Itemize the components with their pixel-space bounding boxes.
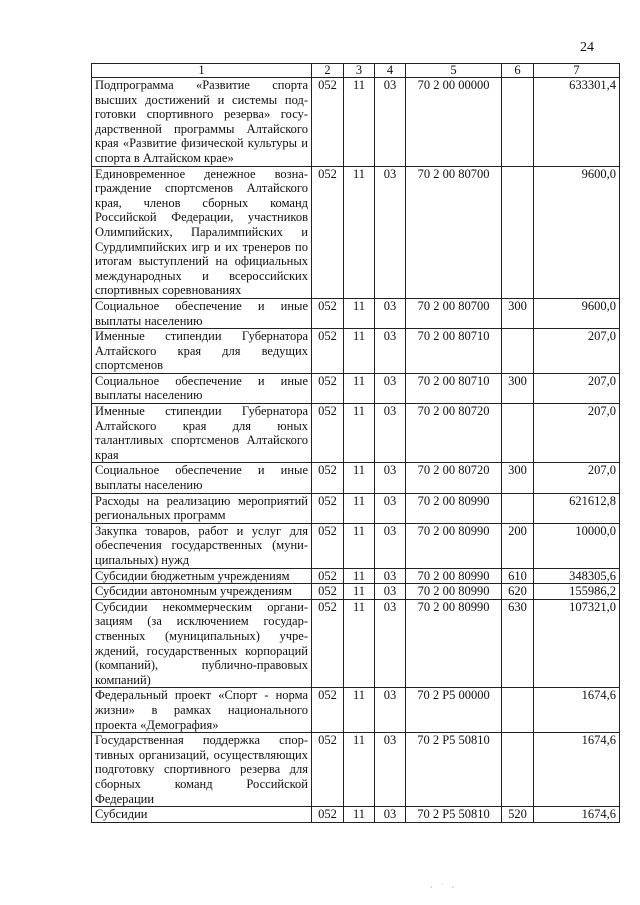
row-ministry-code: 052 [312, 599, 344, 688]
row-amount: 1674,6 [534, 733, 620, 807]
table-row [92, 584, 620, 600]
row-target-code: 70 2 00 80700 [406, 166, 502, 298]
row-ministry-code: 052 [312, 78, 344, 167]
row-target-code: 70 2 00 80700 [406, 298, 502, 328]
row-amount: 207,0 [534, 329, 620, 374]
row-name: Социальное обеспечение и иные выплаты населению [92, 463, 312, 493]
row-expense-type [502, 493, 534, 523]
row-ministry-code: 052 [312, 298, 344, 328]
page-number: 24 [580, 40, 594, 55]
row-expense-type: 610 [502, 568, 534, 584]
row-expense-type [502, 688, 534, 733]
row-ministry-code: 052 [312, 568, 344, 584]
row-expense-type [502, 329, 534, 374]
row-subsection: 03 [375, 493, 406, 523]
row-expense-type: 630 [502, 599, 534, 688]
row-expense-type: 300 [502, 298, 534, 328]
header-cell: 7 [534, 64, 620, 78]
row-expense-type [502, 78, 534, 167]
row-name: Социальное обеспечение и иные выплаты населению [92, 298, 312, 328]
table-row [92, 166, 620, 298]
row-expense-type: 300 [502, 463, 534, 493]
row-section: 11 [344, 493, 375, 523]
row-ministry-code: 052 [312, 329, 344, 374]
row-name: Подпрограмма «Развитие спорта высших достижений и системы подготовки спортивного резерва» государственной программы Алтайского края «Развитие физической культуры и спорта в Алтайском крае» [92, 78, 312, 167]
row-name: Расходы на реализацию мероприятий региональных программ [92, 493, 312, 523]
table-row [92, 807, 620, 823]
row-section: 11 [344, 733, 375, 807]
row-target-code: 70 2 P5 00000 [406, 688, 502, 733]
row-amount: 1674,6 [534, 807, 620, 823]
row-name: Субсидии бюджетным учреждениям [92, 568, 312, 584]
table-row [92, 568, 620, 584]
row-section: 11 [344, 404, 375, 463]
table-row [92, 404, 620, 463]
row-target-code: 70 2 00 00000 [406, 78, 502, 167]
row-subsection: 03 [375, 373, 406, 403]
row-amount: 207,0 [534, 373, 620, 403]
header-cell: 5 [406, 64, 502, 78]
row-ministry-code: 052 [312, 493, 344, 523]
row-subsection: 03 [375, 78, 406, 167]
row-target-code: 70 2 00 80990 [406, 599, 502, 688]
row-section: 11 [344, 599, 375, 688]
row-subsection: 03 [375, 463, 406, 493]
table-header-row [92, 64, 620, 78]
row-ministry-code: 052 [312, 523, 344, 568]
row-amount: 207,0 [534, 404, 620, 463]
row-subsection: 03 [375, 584, 406, 600]
row-section: 11 [344, 688, 375, 733]
row-expense-type [502, 166, 534, 298]
row-subsection: 03 [375, 404, 406, 463]
row-ministry-code: 052 [312, 166, 344, 298]
row-section: 11 [344, 373, 375, 403]
row-target-code: 70 2 00 80990 [406, 584, 502, 600]
row-amount: 155986,2 [534, 584, 620, 600]
header-cell: 1 [92, 64, 312, 78]
row-amount: 1674,6 [534, 688, 620, 733]
row-amount: 10000,0 [534, 523, 620, 568]
row-section: 11 [344, 329, 375, 374]
row-expense-type [502, 733, 534, 807]
row-section: 11 [344, 568, 375, 584]
row-expense-type: 200 [502, 523, 534, 568]
row-section: 11 [344, 584, 375, 600]
row-target-code: 70 2 00 80710 [406, 329, 502, 374]
row-name: Субсидии [92, 807, 312, 823]
header-cell: 3 [344, 64, 375, 78]
row-ministry-code: 052 [312, 463, 344, 493]
row-name: Государственная поддержка спортивных организаций, осуществляющих подготовку спортивного резерва для сборных команд Российской Федерации [92, 733, 312, 807]
header-cell: 6 [502, 64, 534, 78]
row-ministry-code: 052 [312, 584, 344, 600]
row-ministry-code: 052 [312, 733, 344, 807]
row-target-code: 70 2 00 80720 [406, 463, 502, 493]
table-row [92, 329, 620, 374]
row-subsection: 03 [375, 688, 406, 733]
row-target-code: 70 2 P5 50810 [406, 733, 502, 807]
table-row [92, 463, 620, 493]
table-row [92, 298, 620, 328]
row-section: 11 [344, 807, 375, 823]
row-amount: 633301,4 [534, 78, 620, 167]
row-subsection: 03 [375, 733, 406, 807]
row-name: Закупка товаров, работ и услуг для обеспечения государственных (муниципальных) нужд [92, 523, 312, 568]
table-row [92, 599, 620, 688]
row-subsection: 03 [375, 599, 406, 688]
row-section: 11 [344, 523, 375, 568]
table-row [92, 733, 620, 807]
row-name: Именные стипендии Губернатора Алтайского края для ведущих спортсменов [92, 329, 312, 374]
row-section: 11 [344, 463, 375, 493]
row-amount: 9600,0 [534, 298, 620, 328]
row-target-code: 70 2 00 80710 [406, 373, 502, 403]
row-expense-type: 620 [502, 584, 534, 600]
row-amount: 207,0 [534, 463, 620, 493]
row-target-code: 70 2 P5 50810 [406, 807, 502, 823]
row-section: 11 [344, 166, 375, 298]
table-row [92, 493, 620, 523]
row-name: Федеральный проект «Спорт - норма жизни» в рамках национального проекта «Демография» [92, 688, 312, 733]
row-name: Социальное обеспечение и иные выплаты населению [92, 373, 312, 403]
row-expense-type [502, 404, 534, 463]
row-ministry-code: 052 [312, 688, 344, 733]
row-subsection: 03 [375, 329, 406, 374]
row-amount: 9600,0 [534, 166, 620, 298]
row-subsection: 03 [375, 568, 406, 584]
table-row [92, 523, 620, 568]
row-section: 11 [344, 298, 375, 328]
row-target-code: 70 2 00 80990 [406, 568, 502, 584]
row-amount: 107321,0 [534, 599, 620, 688]
row-amount: 348305,6 [534, 568, 620, 584]
row-name: Единовременное денежное вознаграждение спортсменов Алтайского края, членов сборных команд Российской Федерации, участников Олимпийских, Паралимпийских и Сурдлимпийских игр и их тренеров по итогам выступлений на официальных международных и всероссийских спортивных соревнованиях [92, 166, 312, 298]
row-subsection: 03 [375, 166, 406, 298]
row-target-code: 70 2 00 80720 [406, 404, 502, 463]
row-name: Субсидии автономным учреждениям [92, 584, 312, 600]
row-target-code: 70 2 00 80990 [406, 523, 502, 568]
row-name: Субсидии некоммерческим организациям (за исключением государственных (муниципальных) учреждений, государственных корпораций (компаний), публично-правовых компаний) [92, 599, 312, 688]
budget-table [91, 63, 620, 823]
table-row [92, 688, 620, 733]
row-ministry-code: 052 [312, 404, 344, 463]
table-row [92, 78, 620, 167]
row-expense-type: 300 [502, 373, 534, 403]
row-expense-type: 520 [502, 807, 534, 823]
header-cell: 2 [312, 64, 344, 78]
scan-artifact: ⸱ ˙ ⸱ [430, 882, 458, 892]
row-name: Именные стипендии Губернатора Алтайского края для юных талантливых спортсменов Алтайского края [92, 404, 312, 463]
row-subsection: 03 [375, 807, 406, 823]
row-ministry-code: 052 [312, 807, 344, 823]
row-subsection: 03 [375, 523, 406, 568]
row-ministry-code: 052 [312, 373, 344, 403]
table-row [92, 373, 620, 403]
header-cell: 4 [375, 64, 406, 78]
row-subsection: 03 [375, 298, 406, 328]
row-target-code: 70 2 00 80990 [406, 493, 502, 523]
row-amount: 621612,8 [534, 493, 620, 523]
row-section: 11 [344, 78, 375, 167]
